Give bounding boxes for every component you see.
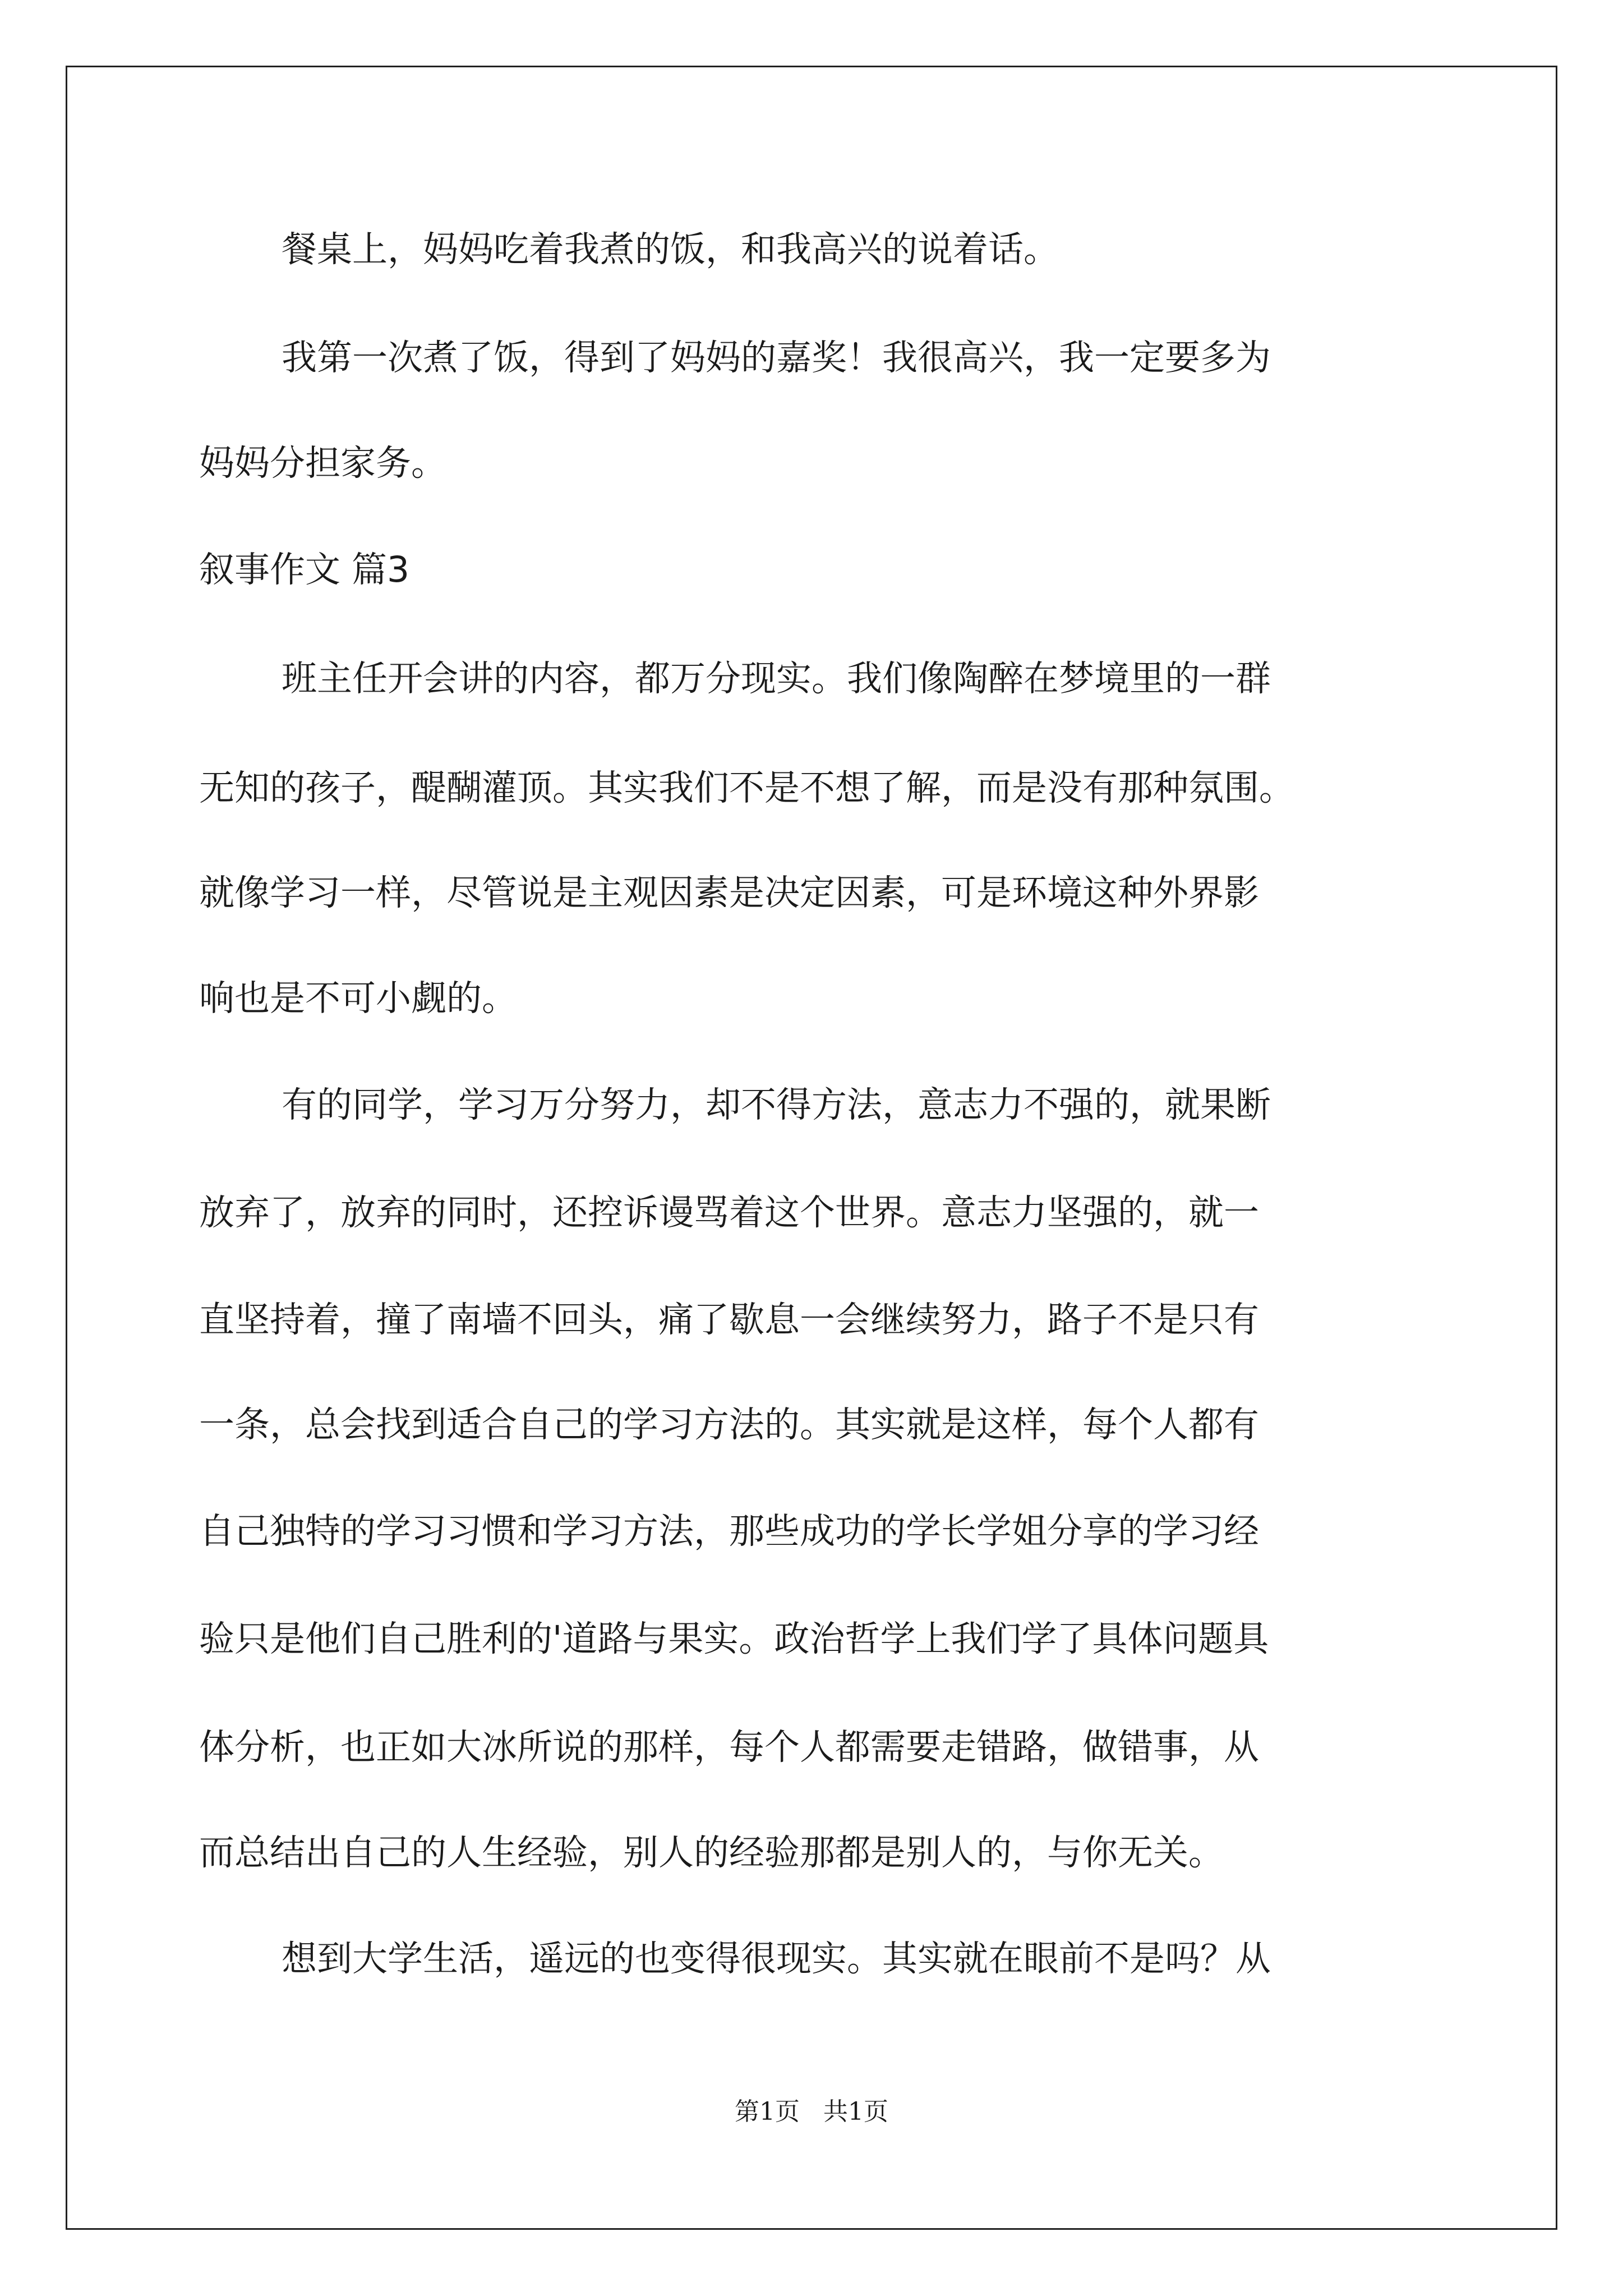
paragraph-line: 响也是不可小觑的。 [199, 978, 517, 1019]
section-heading: 叙事作文 篇3 [199, 549, 410, 590]
paragraph-line: 放弃了，放弃的同时，还控诉谩骂着这个世界。意志力坚强的，就一 [199, 1192, 1259, 1233]
page-number: 第1页 [735, 2097, 800, 2126]
page-footer [0, 2095, 1623, 2129]
paragraph-line: 班主任开会讲的内容，都万分现实。我们像陶醉在梦境里的一群 [282, 658, 1271, 699]
paragraph-line: 而总结出自己的人生经验，别人的经验那都是别人的，与你无关。 [199, 1832, 1224, 1873]
paragraph-line: 无知的孩子，醍醐灌顶。其实我们不是不想了解，而是没有那种氛围。 [199, 767, 1294, 808]
paragraph-line: 想到大学生活，遥远的也变得很现实。其实就在眼前不是吗？从 [282, 1938, 1271, 1979]
paragraph-line: 体分析，也正如大冰所说的那样，每个人都需要走错路，做错事，从 [199, 1727, 1259, 1768]
paragraph-line: 自己独特的学习习惯和学习方法，那些成功的学长学姐分享的学习经 [199, 1511, 1259, 1552]
paragraph-line: 直坚持着，撞了南墙不回头，痛了歇息一会继续努力，路子不是只有 [199, 1299, 1259, 1340]
paragraph-line: 我第一次煮了饭，得到了妈妈的嘉奖！我很高兴，我一定要多为 [282, 337, 1271, 378]
paragraph-line: 餐桌上，妈妈吃着我煮的饭，和我高兴的说着话。 [282, 229, 1059, 270]
paragraph-line: 妈妈分担家务。 [199, 443, 446, 484]
paragraph-line: 有的同学，学习万分努力，却不得方法，意志力不强的，就果断 [282, 1084, 1271, 1125]
page-total: 共1页 [823, 2097, 888, 2126]
page-border [66, 66, 1557, 2230]
paragraph-line: 验只是他们自己胜利的'道路与果实。政治哲学上我们学了具体问题具 [199, 1618, 1269, 1659]
paragraph-line: 就像学习一样，尽管说是主观因素是决定因素，可是环境这种外界影 [199, 872, 1259, 913]
paragraph-line: 一条，总会找到适合自己的学习方法的。其实就是这样，每个人都有 [199, 1404, 1259, 1445]
